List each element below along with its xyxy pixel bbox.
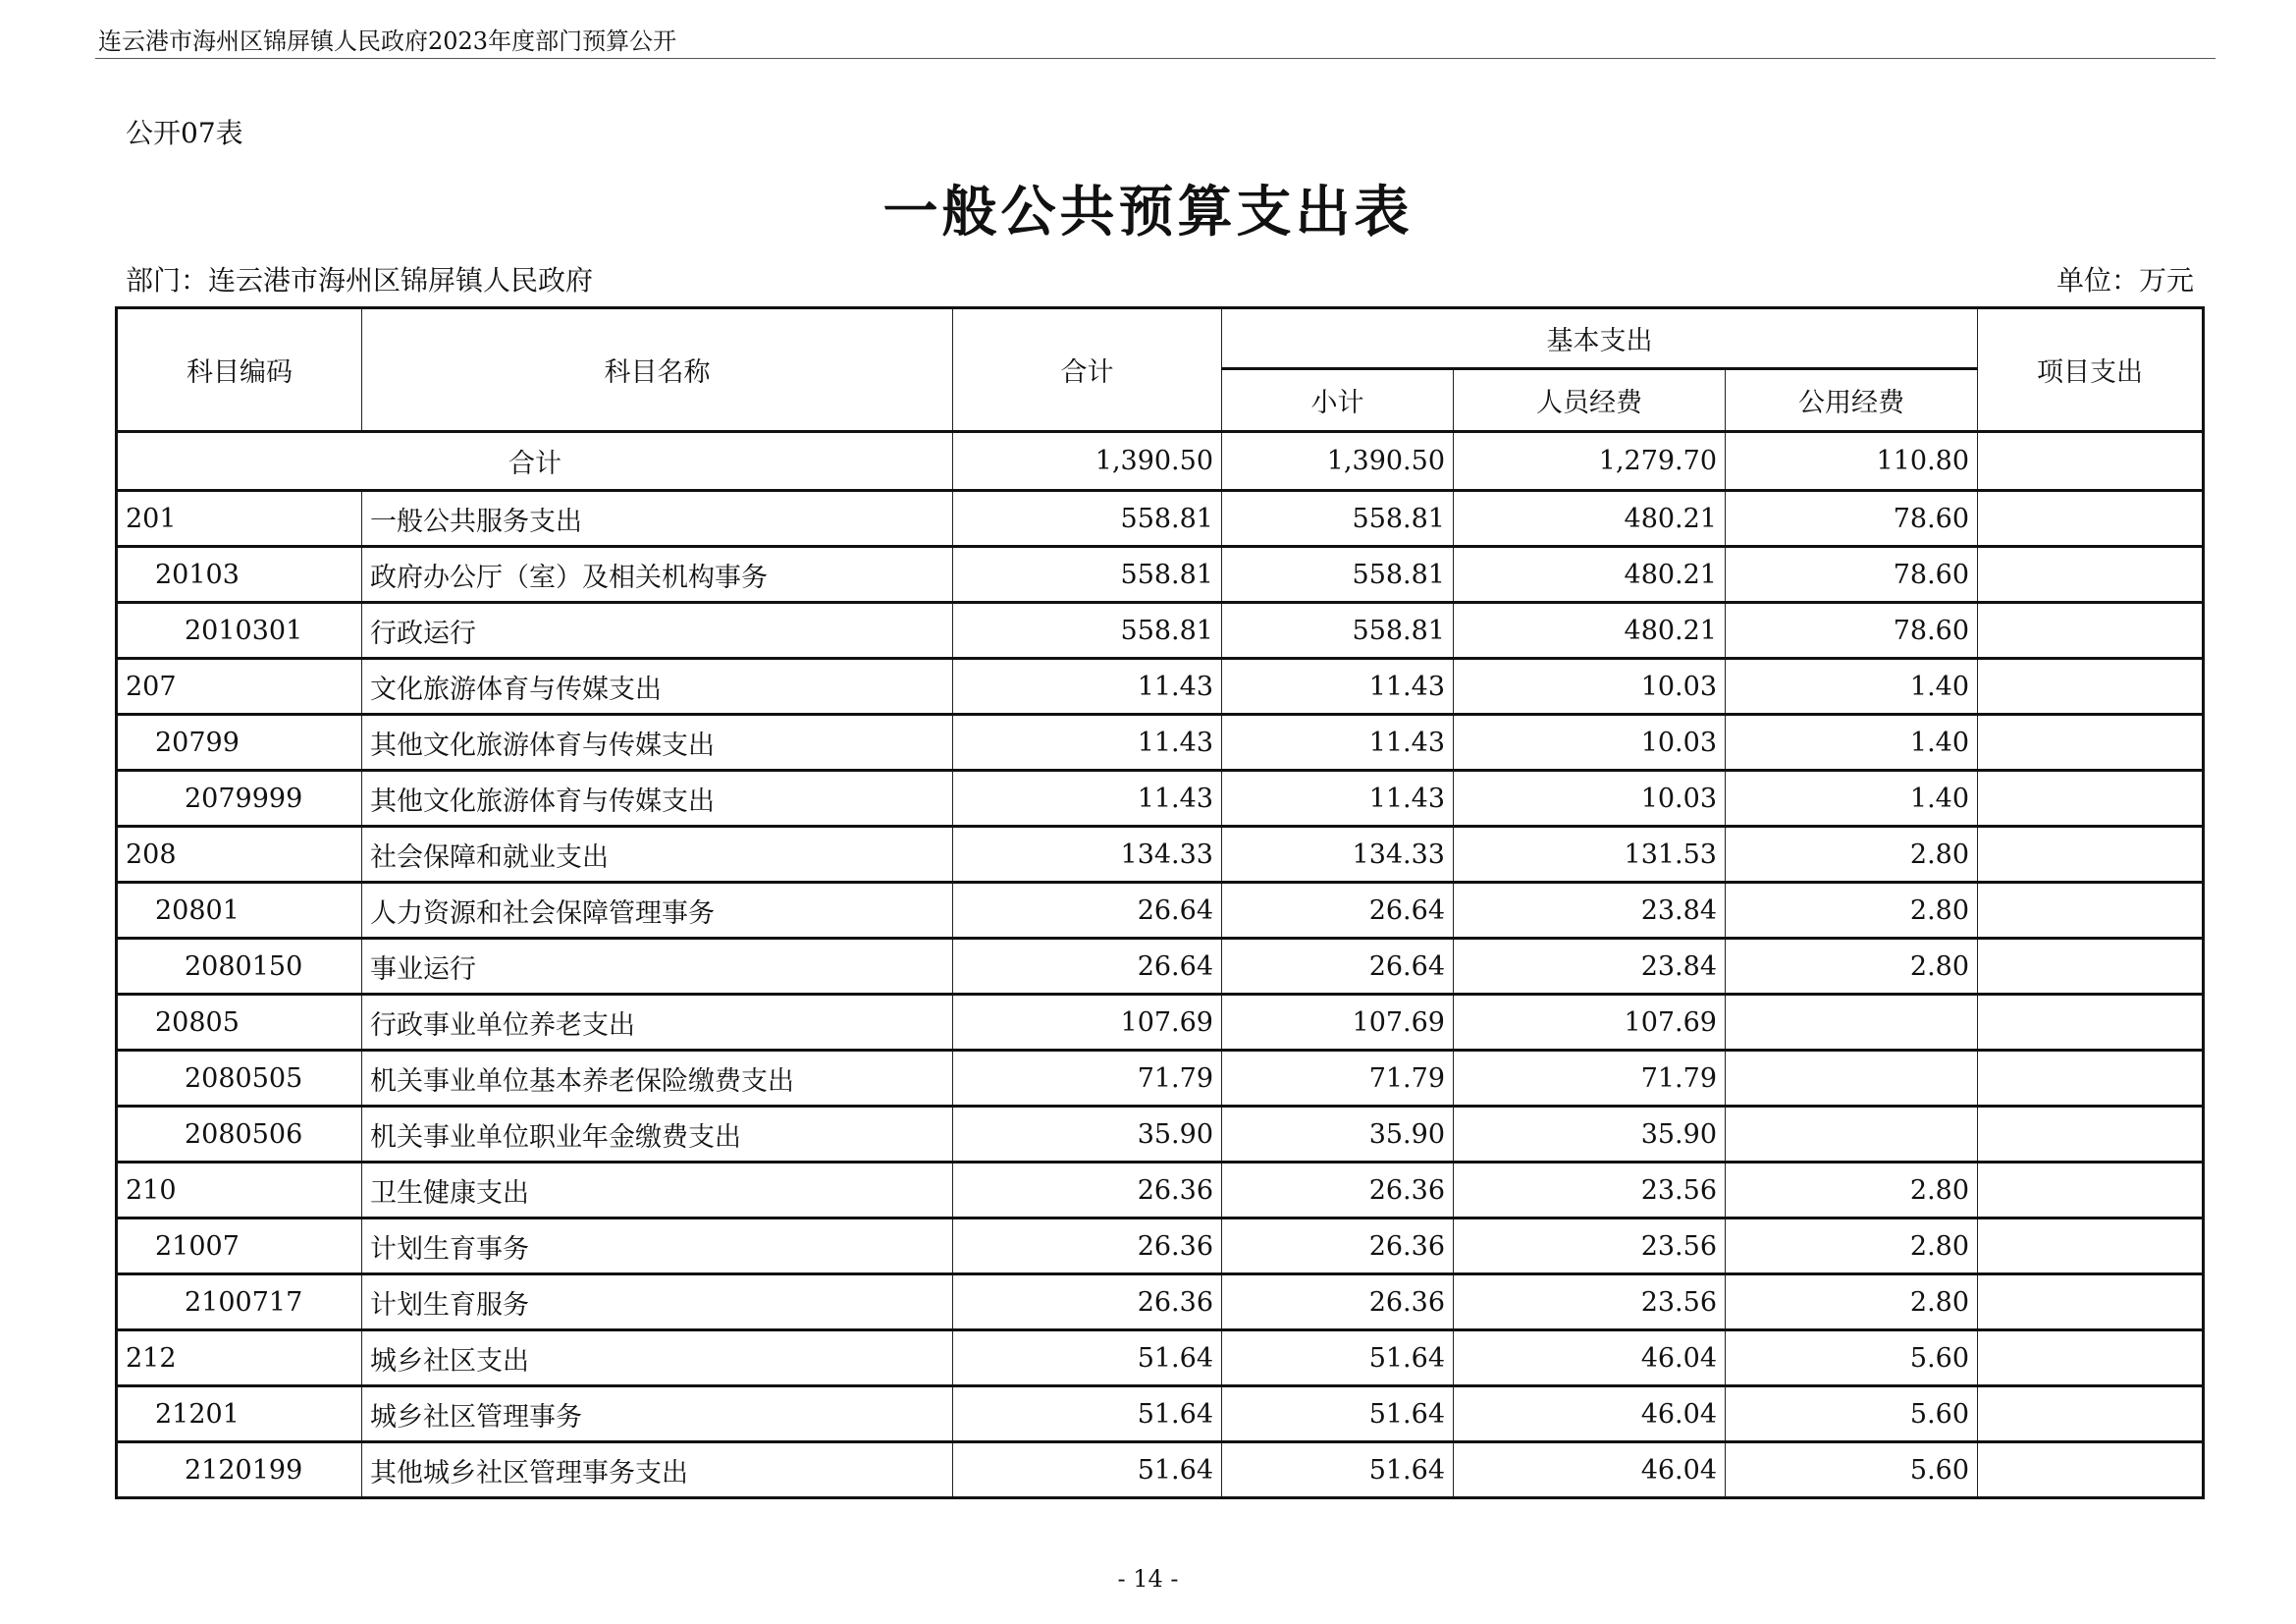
- row-project: [1978, 603, 2204, 659]
- row-name: 其他文化旅游体育与传媒支出: [362, 771, 953, 827]
- row-project: [1978, 939, 2204, 995]
- row-code: 2080506: [117, 1107, 362, 1163]
- table-row: [117, 603, 2204, 659]
- table-row: [117, 659, 2204, 715]
- header-rule: [95, 58, 2216, 59]
- row-total: 26.36: [953, 1274, 1222, 1330]
- header-subtotal: 小计: [1222, 369, 1454, 432]
- row-total: 134.33: [953, 827, 1222, 883]
- row-total: 71.79: [953, 1051, 1222, 1107]
- row-subtotal: 26.36: [1222, 1218, 1454, 1274]
- row-public: 78.60: [1726, 603, 1978, 659]
- row-project: [1978, 715, 2204, 771]
- row-name: 卫生健康支出: [362, 1163, 953, 1218]
- department-label: 部门：连云港市海州区锦屏镇人民政府: [126, 264, 594, 297]
- table-row: [117, 1163, 2204, 1218]
- row-project: [1978, 659, 2204, 715]
- table-row: [117, 939, 2204, 995]
- page-title: 一般公共预算支出表: [882, 180, 1414, 244]
- row-subtotal: 51.64: [1222, 1442, 1454, 1498]
- row-code: 20801: [117, 883, 362, 939]
- row-public: 1.40: [1726, 715, 1978, 771]
- row-personnel: 131.53: [1454, 827, 1726, 883]
- row-total: 26.64: [953, 939, 1222, 995]
- row-name: 计划生育事务: [362, 1218, 953, 1274]
- total-project: [1978, 432, 2204, 491]
- row-subtotal: 558.81: [1222, 547, 1454, 603]
- row-name: 机关事业单位基本养老保险缴费支出: [362, 1051, 953, 1107]
- row-personnel: 46.04: [1454, 1442, 1726, 1498]
- row-name: 城乡社区管理事务: [362, 1386, 953, 1442]
- table-number: 公开07表: [126, 117, 243, 149]
- row-name: 城乡社区支出: [362, 1330, 953, 1386]
- row-name: 计划生育服务: [362, 1274, 953, 1330]
- row-name: 其他城乡社区管理事务支出: [362, 1442, 953, 1498]
- row-personnel: 23.84: [1454, 939, 1726, 995]
- row-project: [1978, 491, 2204, 547]
- row-total: 26.36: [953, 1218, 1222, 1274]
- row-public: 2.80: [1726, 1218, 1978, 1274]
- row-subtotal: 26.36: [1222, 1274, 1454, 1330]
- row-name: 社会保障和就业支出: [362, 827, 953, 883]
- row-name: 其他文化旅游体育与传媒支出: [362, 715, 953, 771]
- row-subtotal: 11.43: [1222, 659, 1454, 715]
- row-personnel: 10.03: [1454, 659, 1726, 715]
- table-row: [117, 1107, 2204, 1163]
- row-total: 26.64: [953, 883, 1222, 939]
- header-basic: 基本支出: [1222, 308, 1978, 369]
- table-row: [117, 1386, 2204, 1442]
- row-personnel: 71.79: [1454, 1051, 1726, 1107]
- row-name: 行政事业单位养老支出: [362, 995, 953, 1051]
- row-code: 208: [117, 827, 362, 883]
- row-subtotal: 107.69: [1222, 995, 1454, 1051]
- row-name: 行政运行: [362, 603, 953, 659]
- row-code: 21007: [117, 1218, 362, 1274]
- total-row: [117, 432, 2204, 491]
- table-row: [117, 995, 2204, 1051]
- running-header: 连云港市海州区锦屏镇人民政府2023年度部门预算公开: [98, 27, 677, 55]
- row-project: [1978, 1163, 2204, 1218]
- row-public: 5.60: [1726, 1386, 1978, 1442]
- row-total: 558.81: [953, 603, 1222, 659]
- row-subtotal: 26.64: [1222, 883, 1454, 939]
- row-total: 51.64: [953, 1442, 1222, 1498]
- row-code: 20799: [117, 715, 362, 771]
- row-project: [1978, 1274, 2204, 1330]
- total-public: 110.80: [1726, 432, 1978, 491]
- row-public: 5.60: [1726, 1330, 1978, 1386]
- row-personnel: 10.03: [1454, 715, 1726, 771]
- row-project: [1978, 1442, 2204, 1498]
- row-personnel: 35.90: [1454, 1107, 1726, 1163]
- row-code: 20103: [117, 547, 362, 603]
- row-project: [1978, 995, 2204, 1051]
- total-subtotal: 1,390.50: [1222, 432, 1454, 491]
- row-public: 2.80: [1726, 939, 1978, 995]
- row-public: 2.80: [1726, 1163, 1978, 1218]
- header-public: 公用经费: [1726, 369, 1978, 432]
- row-project: [1978, 827, 2204, 883]
- table-row: [117, 1051, 2204, 1107]
- row-code: 2079999: [117, 771, 362, 827]
- row-total: 558.81: [953, 547, 1222, 603]
- row-total: 35.90: [953, 1107, 1222, 1163]
- table-row: [117, 1274, 2204, 1330]
- budget-expenditure-table: [115, 306, 2205, 1499]
- table-row: [117, 547, 2204, 603]
- row-total: 11.43: [953, 659, 1222, 715]
- row-subtotal: 51.64: [1222, 1330, 1454, 1386]
- total-total: 1,390.50: [953, 432, 1222, 491]
- row-public: 5.60: [1726, 1442, 1978, 1498]
- table-row: [117, 827, 2204, 883]
- unit-label: 单位：万元: [2056, 264, 2194, 297]
- row-personnel: 46.04: [1454, 1386, 1726, 1442]
- header-code: 科目编码: [117, 308, 362, 432]
- row-public: 2.80: [1726, 827, 1978, 883]
- row-subtotal: 71.79: [1222, 1051, 1454, 1107]
- row-subtotal: 558.81: [1222, 603, 1454, 659]
- row-code: 2010301: [117, 603, 362, 659]
- table-row: [117, 1442, 2204, 1498]
- row-total: 11.43: [953, 771, 1222, 827]
- table-row: [117, 771, 2204, 827]
- row-name: 人力资源和社会保障管理事务: [362, 883, 953, 939]
- row-subtotal: 26.64: [1222, 939, 1454, 995]
- row-name: 机关事业单位职业年金缴费支出: [362, 1107, 953, 1163]
- row-code: 212: [117, 1330, 362, 1386]
- row-project: [1978, 1330, 2204, 1386]
- row-name: 文化旅游体育与传媒支出: [362, 659, 953, 715]
- row-public: 1.40: [1726, 659, 1978, 715]
- row-subtotal: 11.43: [1222, 771, 1454, 827]
- row-personnel: 23.56: [1454, 1274, 1726, 1330]
- row-public: [1726, 1107, 1978, 1163]
- row-subtotal: 134.33: [1222, 827, 1454, 883]
- header-personnel: 人员经费: [1454, 369, 1726, 432]
- row-total: 11.43: [953, 715, 1222, 771]
- row-total: 51.64: [953, 1330, 1222, 1386]
- row-public: 78.60: [1726, 491, 1978, 547]
- header-project: 项目支出: [1978, 308, 2204, 432]
- row-total: 558.81: [953, 491, 1222, 547]
- table-row: [117, 883, 2204, 939]
- row-code: 207: [117, 659, 362, 715]
- row-public: 2.80: [1726, 883, 1978, 939]
- row-public: 78.60: [1726, 547, 1978, 603]
- row-project: [1978, 1051, 2204, 1107]
- row-public: 2.80: [1726, 1274, 1978, 1330]
- row-project: [1978, 883, 2204, 939]
- row-public: [1726, 1051, 1978, 1107]
- row-name: 政府办公厅（室）及相关机构事务: [362, 547, 953, 603]
- row-personnel: 10.03: [1454, 771, 1726, 827]
- row-personnel: 107.69: [1454, 995, 1726, 1051]
- row-code: 201: [117, 491, 362, 547]
- row-personnel: 480.21: [1454, 603, 1726, 659]
- row-name: 事业运行: [362, 939, 953, 995]
- row-personnel: 46.04: [1454, 1330, 1726, 1386]
- header-total: 合计: [953, 308, 1222, 432]
- row-total: 51.64: [953, 1386, 1222, 1442]
- row-code: 2120199: [117, 1442, 362, 1498]
- table-row: [117, 715, 2204, 771]
- row-subtotal: 11.43: [1222, 715, 1454, 771]
- row-code: 2100717: [117, 1274, 362, 1330]
- row-project: [1978, 547, 2204, 603]
- row-subtotal: 51.64: [1222, 1386, 1454, 1442]
- total-personnel: 1,279.70: [1454, 432, 1726, 491]
- row-personnel: 480.21: [1454, 491, 1726, 547]
- row-subtotal: 26.36: [1222, 1163, 1454, 1218]
- row-project: [1978, 1386, 2204, 1442]
- header-name: 科目名称: [362, 308, 953, 432]
- row-personnel: 480.21: [1454, 547, 1726, 603]
- row-public: [1726, 995, 1978, 1051]
- row-project: [1978, 1218, 2204, 1274]
- total-label: 合计: [117, 432, 953, 491]
- row-public: 1.40: [1726, 771, 1978, 827]
- table-row: [117, 1330, 2204, 1386]
- row-code: 2080505: [117, 1051, 362, 1107]
- page-number: - 14 -: [1117, 1565, 1179, 1593]
- row-personnel: 23.56: [1454, 1163, 1726, 1218]
- row-subtotal: 35.90: [1222, 1107, 1454, 1163]
- table-row: [117, 1218, 2204, 1274]
- row-code: 21201: [117, 1386, 362, 1442]
- table-row: [117, 491, 2204, 547]
- row-code: 2080150: [117, 939, 362, 995]
- row-subtotal: 558.81: [1222, 491, 1454, 547]
- row-code: 20805: [117, 995, 362, 1051]
- row-personnel: 23.56: [1454, 1218, 1726, 1274]
- row-code: 210: [117, 1163, 362, 1218]
- row-project: [1978, 771, 2204, 827]
- row-personnel: 23.84: [1454, 883, 1726, 939]
- row-name: 一般公共服务支出: [362, 491, 953, 547]
- row-total: 26.36: [953, 1163, 1222, 1218]
- row-total: 107.69: [953, 995, 1222, 1051]
- row-project: [1978, 1107, 2204, 1163]
